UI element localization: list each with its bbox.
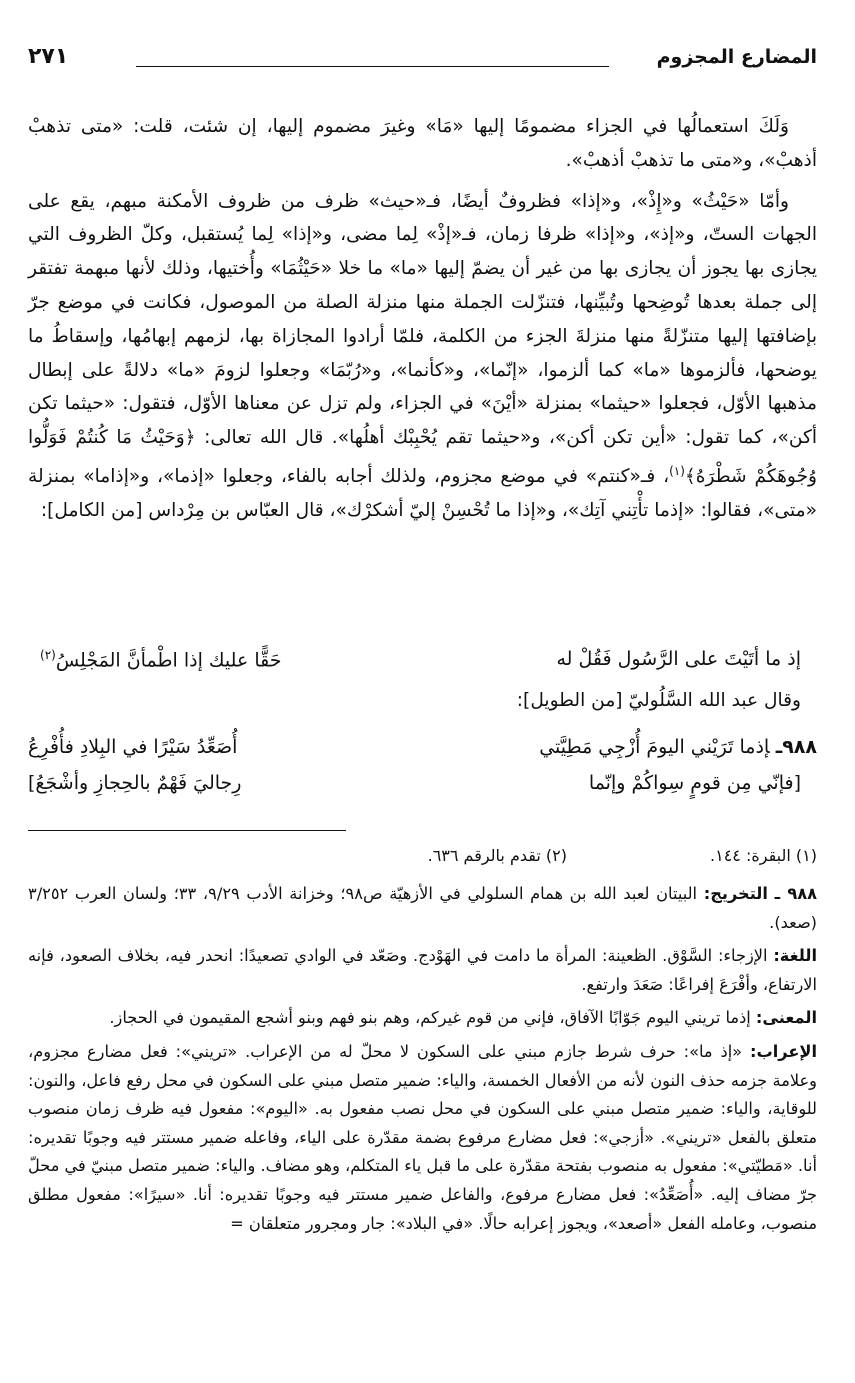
footnote-separator	[28, 830, 346, 831]
verse-hemistich-2	[40, 648, 281, 671]
note-text: الإزجاء: السَّوْق. الظعينة: المرأة ما دامت في الهَوْدج. وصَعّد في الوادي تصعيدًا: انحدر فيه، بخلاف الصعود، فإنه الارتفاع، وأفْرَعَ إفراعًا: صَعَدَ وارتفع.	[28, 946, 817, 994]
verse-hemistich-2-text: حَقًّا عليك إذا اطْمأنَّ المَجْلِسُ	[55, 649, 282, 672]
paragraph-1: وَلَكَ استعمالُها في الجزاء مضمومًا إليها «مَا» وغيرَ مضموم إليها، إن شئت، قلت: «متى تذهبْ أذهبْ»، و«متى ما تذهبْ أذهبْ».	[28, 116, 817, 171]
note-lugha	[28, 942, 817, 999]
verse-2-intro: وقال عبد الله السَّلُوليّ [من الطويل]:	[516, 690, 801, 711]
note-label: اللغة:	[773, 946, 817, 966]
note-text: «إذ ما»: حرف شرط جازم مبني على السكون لا محلّ له من الإعراب. «تريني»: فعل مضارع مجزوم، وعلامة جزمه حذف النون لأنه من الأفعال الخمسة، والياء: ضمير متصل مبني على السكون في محل رفع فاعل، والنون: للوقاية، والياء: ضمير متصل مبني على السكون في محل نصب مفعول به. «اليوم»: مفعول فيه ظرف زمان منصوب متعلق بالفعل «تريني». «أزجي»: فعل مضارع مرفوع بضمة مقدّرة على الياء، وفاعله ضمير مستتر فيه وجوبًا تقديره: أنا. «مَطيّتي»: مفعول به منصوب بفتحة مقدّرة على ما قبل ياء المتكلم، وهو مضاف. والياء: ضمير متصل مبنيّ في محلّ جرّ مضاف إليه. «أُصَعِّدُ»: فعل مضارع مرفوع، والفاعل ضمير مستتر فيه وجوبًا تقديره: أنا. «سيرًا»: مفعول مطلق منصوب، وعامله الفعل «أصعد»، ويجوز إعرابه حالًا. «في البلاد»: جار ومجرور متعلقان =	[28, 1041, 817, 1233]
main-text	[28, 110, 817, 528]
footnote-ref-2: (٢)	[40, 648, 56, 662]
running-header	[28, 44, 817, 74]
note-irab	[28, 1038, 817, 1238]
paragraph-2	[28, 185, 817, 528]
verse-number: ٩٨٨ـ	[775, 736, 817, 758]
note-label: الإعراب:	[749, 1041, 817, 1061]
header-rule	[136, 66, 609, 67]
commentary	[28, 880, 817, 1238]
book-page	[28, 0, 817, 1383]
footnote-ref-1: (١)	[669, 463, 685, 478]
verse-2	[28, 736, 817, 808]
page-number: ٢٧١	[28, 44, 69, 69]
verse-line-2	[28, 772, 817, 808]
note-label: التخريج:	[703, 884, 768, 903]
verse-hemistich-3: [فإنّي مِن قومٍ سِواكُمْ وإنّما	[588, 772, 801, 794]
footnote-1: (١) البقرة: ١٤٤.	[710, 846, 817, 865]
note-text: البيتان لعبد الله بن همام السلولي في الأزهيّة ص٩٨؛ وخزانة الأدب ٩/٢٩، ٣٣؛ ولسان العرب ٣/٢٥٢ (صعد).	[28, 884, 817, 932]
verse-hemistich-1	[539, 736, 817, 758]
note-takhrij	[28, 880, 817, 937]
verse-hemistich-1-text: إذما تَرَيْني اليومَ أُزْجِي مَطِيَّتي	[539, 736, 770, 758]
note-text: إذما تريني اليوم جَوّابًا الآفاق، فإني من قوم غيركم، وهم بنو فهم وبنو أشجع المقيمون في الحجاز.	[109, 1008, 756, 1028]
verse-line-1	[28, 736, 817, 772]
paragraph-2-continuation: ، فـ«كنتم» في موضع مجزوم، ولذلك أجابه بالفاء، وجعلوا «إذما»، و«إذاما» بمنزلة «متى»، فقالوا: «إذما تأْتِني آتِك»، و«إذا ما تُحْسِنْ إليّ أشكرْك»، قال العبّاس بن مِرْداس [من الكامل]:	[28, 466, 817, 521]
verse-line	[28, 648, 817, 684]
verse-1	[28, 648, 817, 684]
chapter-title: المضارع المجزوم	[656, 46, 817, 68]
footnote-2: (٢) تقدم بالرقم ٦٣٦.	[427, 846, 567, 865]
verse-hemistich-4: رِجاليَ فَهْمٌ بالحِجازِ وأشْجَعُ]	[28, 772, 242, 794]
verse-hemistich-2: أُصَعِّدُ سَيْرًا في البِلادِ فأُفْرِعُ	[28, 736, 238, 758]
paragraph-2-text: وأمّا «حَيْثُ» و«إِذْ»، و«إذا» فظروفٌ أيضًا، فـ«حيث» ظرف من ظروف الأمكنة مبهم، يقع على الجهات الستّ، و«إذ»، و«إذا» ظرفا زمان، فـ«إذْ» لِما مضى، و«إذا» لِما يُستقبل، وكلّ الظروف التي يجازى بها يجوز أن يجازى بها من غير أن يضمّ إليها «ما» ما خلا «حَيْثُمَا» وأُختيها، وذلك لأنها مبهمة تفتقر إلى جملة بعدها تُوضِحها وتُبيِّنها، فتنزّلت الجملة منها منزلة الصلة من الموصول، فكانت في موضع جرّ بإضافتها إليها متنزّلةً منها منزلةَ الجزء من الكلمة، فلمّا أرادوا المجازاة بها، لزمهم إبهامُها، وإسقاطُ ما يوضحها، فألزموها «ما» كما ألزموا، «إنّما»، و«كأنما»، و«رُبّمَا» وجعلوا لزومَ «ما» دلالةً على إبطال مذهبها الأوّل، فجعلوا «حيثما» بمنزلة «أيْنَ» في الجزاء، ولم تزل عن معناها الأوّل، فتقول: «حيثما تكن أكن»، كما تقول: «أين تكن أكن»، و«حيثما تقم يُحْبِبْك أهلُها». قال الله تعالى: ﴿وَحَيْثُ مَا كُنتُمْ فَوَلُّوا وُجُوهَكُمْ شَطْرَهُ﴾	[28, 190, 817, 488]
verse-hemistich-1: إذ ما أتَيْتَ على الرَّسُول فَقُلْ له	[556, 648, 801, 670]
note-maana	[28, 1004, 817, 1033]
note-label: المعنى:	[755, 1008, 817, 1028]
note-number: ٩٨٨ ـ	[774, 884, 817, 903]
